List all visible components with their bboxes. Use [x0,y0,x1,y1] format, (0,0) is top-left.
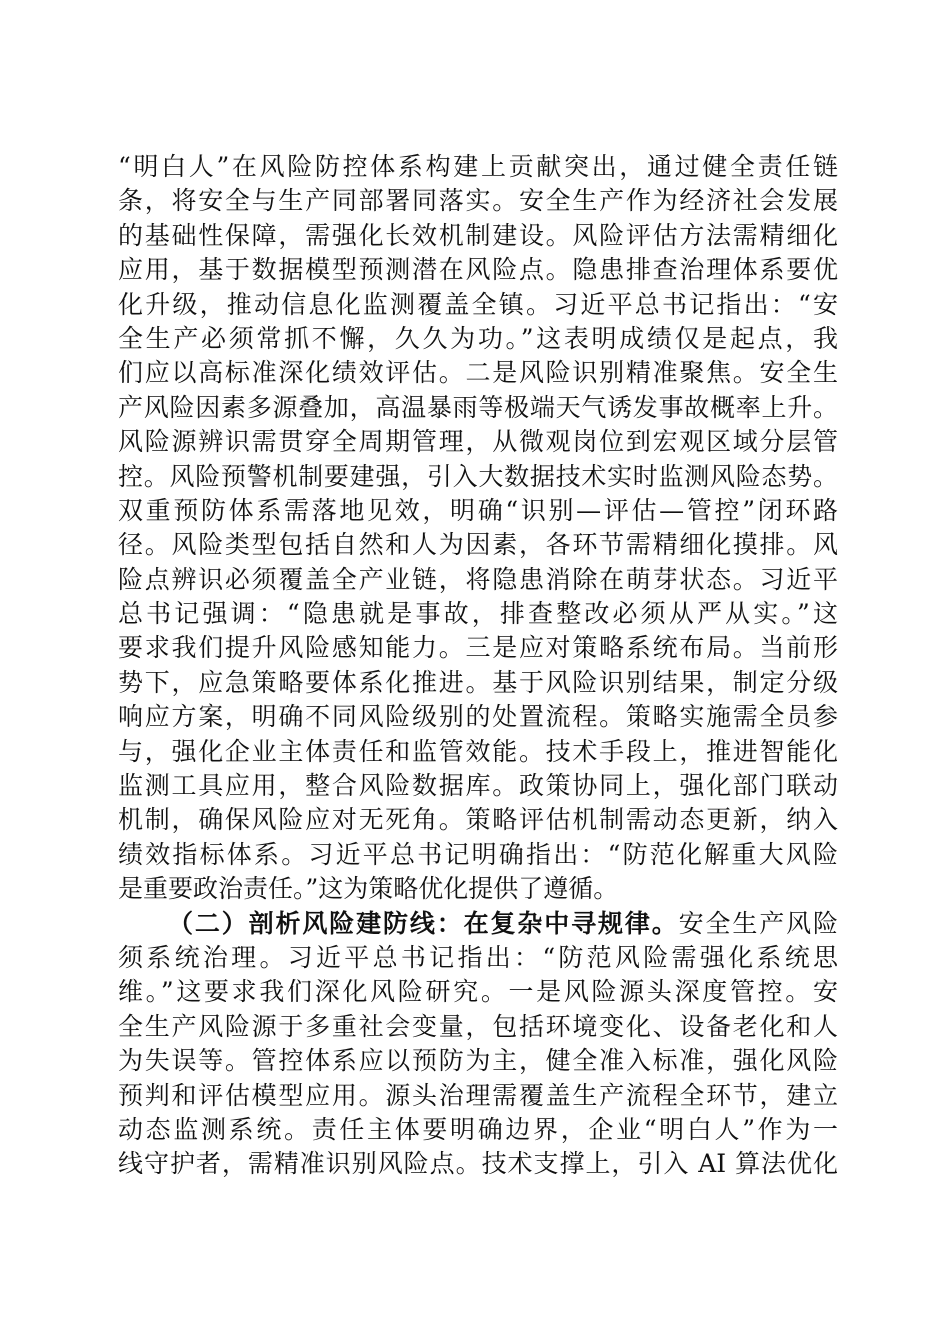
text-line: 机制，确保风险应对无死角。策略评估机制需动态更新，纳入 [118,805,838,835]
section-heading: （二）剖析风险建防线：在复杂中寻规律。 [168,908,679,938]
text-line: 线守护者，需精准识别风险点。技术支撑上，引入 AI 算法优化 [118,1149,838,1179]
text-line: 预判和评估模型应用。源头治理需覆盖生产流程全环节，建立 [118,1080,838,1110]
text-line: 产风险因素多源叠加，高温暴雨等极端天气诱发事故概率上升。 [118,392,838,422]
paragraph-2-first-line [118,907,838,941]
text-line: 险点辨识必须覆盖全产业链，将隐患消除在萌芽状态。习近平 [118,564,838,594]
text-line: 监测工具应用，整合风险数据库。政策协同上，强化部门联动 [118,771,838,801]
text-line: 应用，基于数据模型预测潜在风险点。隐患排查治理体系要优 [118,255,838,285]
text-line: 风险源辨识需贯穿全周期管理，从微观岗位到宏观区域分层管 [118,427,838,457]
text-line: 势下，应急策略要体系化推进。基于风险识别结果，制定分级 [118,667,838,697]
text-line: 响应方案，明确不同风险级别的处置流程。策略实施需全员参 [118,702,838,732]
text-line: 全生产必须常抓不懈，久久为功。”这表明成绩仅是起点，我 [118,323,838,353]
text-line: 要求我们提升风险感知能力。三是应对策略系统布局。当前形 [118,633,838,663]
text-line: 绩效指标体系。习近平总书记明确指出：“防范化解重大风险 [118,839,838,869]
text-line: 须系统治理。习近平总书记指出：“防范风险需强化系统思 [118,942,838,972]
text-line: 们应以高标准深化绩效评估。二是风险识别精准聚焦。安全生 [118,358,838,388]
text-line: 与，强化企业主体责任和监管效能。技术手段上，推进智能化 [118,736,838,766]
text-run: 安全生产风险 [678,908,838,938]
text-line: 是重要政治责任。”这为策略优化提供了遵循。 [118,874,619,904]
paragraph-1 [118,150,838,907]
text-line: “明白人”在风险防控体系构建上贡献突出，通过健全责任链 [118,152,838,181]
text-line: 化升级，推动信息化监测覆盖全镇。习近平总书记指出：“安 [118,289,838,319]
text-line: 条，将安全与生产同部署同落实。安全生产作为经济社会发展 [118,186,838,216]
text-line: 的基础性保障，需强化长效机制建设。风险评估方法需精细化 [118,220,838,250]
text-line: 动态监测系统。责任主体要明确边界，企业“明白人”作为一 [118,1114,838,1144]
body-text [118,150,838,1182]
text-line: 为失误等。管控体系应以预防为主，健全准入标准，强化风险 [118,1046,838,1076]
paragraph-2 [118,907,838,1182]
text-line: 控。风险预警机制要建强，引入大数据技术实时监测风险态势。 [118,461,838,491]
text-line: 维。”这要求我们深化风险研究。一是风险源头深度管控。安 [118,977,838,1007]
text-line: 全生产风险源于多重社会变量，包括环境变化、设备老化和人 [118,1011,838,1041]
text-line: 总书记强调：“隐患就是事故，排查整改必须从严从实。”这 [118,599,838,629]
text-line: 双重预防体系需落地见效，明确“识别—评估—管控”闭环路 [118,495,838,525]
text-line: 径。风险类型包括自然和人为因素，各环节需精细化摸排。风 [118,530,838,560]
